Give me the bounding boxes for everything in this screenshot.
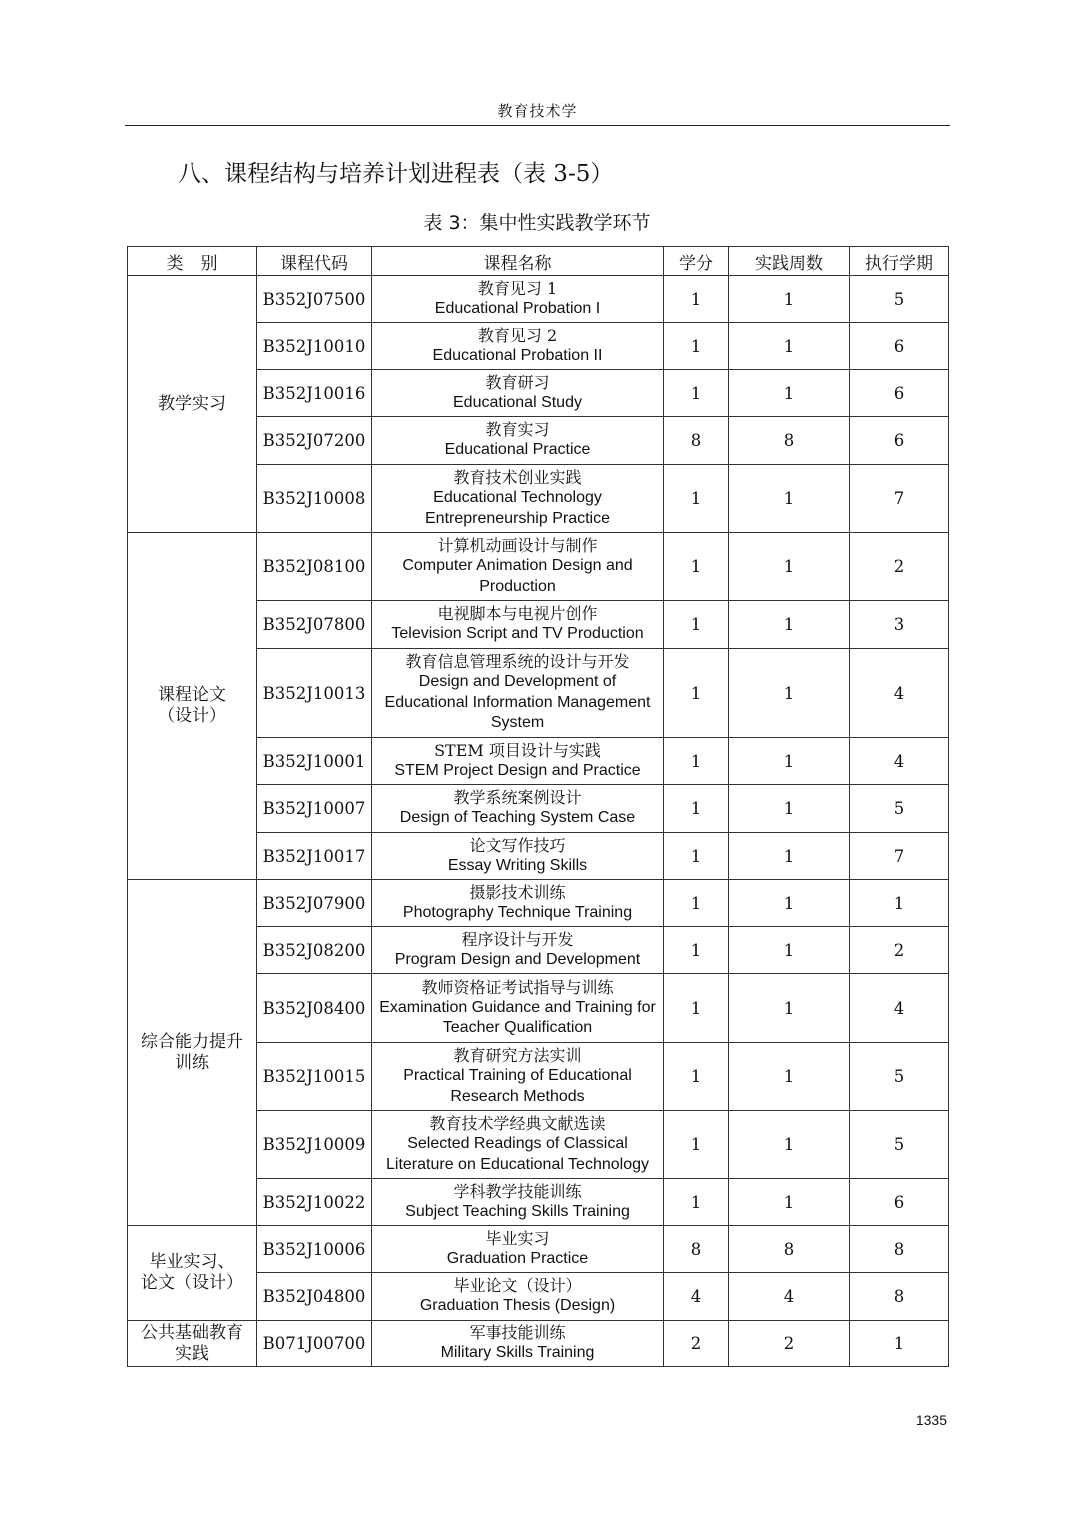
credit: 4 (664, 1273, 729, 1321)
table-row (128, 1321, 949, 1367)
practice-weeks: 1 (729, 785, 850, 833)
header-rule (125, 125, 950, 126)
course-code: B352J08400 (257, 974, 372, 1043)
course-code: B352J10017 (257, 833, 372, 880)
course-code: B352J10015 (257, 1043, 372, 1111)
course-name-en: Subject Teaching Skills Training (405, 1202, 630, 1220)
course-name (372, 738, 664, 785)
col-header-name: 课程名称 (372, 247, 664, 276)
course-name (372, 785, 664, 833)
course-code: B352J08100 (257, 533, 372, 601)
practice-weeks: 1 (729, 974, 850, 1043)
course-code: B352J10001 (257, 738, 372, 785)
category-cell (128, 533, 257, 880)
col-header-weeks: 实践周数 (729, 247, 850, 276)
course-name-cn: 论文写作技巧 (469, 835, 566, 855)
practice-weeks: 1 (729, 649, 850, 738)
course-name (372, 1043, 664, 1111)
credit: 1 (664, 370, 729, 417)
category-cell (128, 276, 257, 533)
term: 5 (850, 1043, 949, 1111)
credit: 1 (664, 785, 729, 833)
table-row (128, 533, 949, 601)
course-name-en: Television Script and TV Production (391, 625, 644, 643)
table-header-row (128, 247, 949, 276)
credit: 1 (664, 1179, 729, 1226)
course-name (372, 417, 664, 465)
course-name-cn: 电视脚本与电视片创作 (437, 604, 598, 624)
course-code: B352J04800 (257, 1273, 372, 1321)
course-name-en: Graduation Practice (446, 1249, 589, 1267)
course-name-en: Military Skills Training (440, 1344, 595, 1362)
category-line: 教学实习 (158, 393, 226, 414)
course-name-cn: STEM 项目设计与实践 (434, 740, 601, 760)
course-name-cn: 摄影技术训练 (469, 882, 566, 902)
course-code: B352J08200 (257, 927, 372, 974)
course-name-cn: 学科教学技能训练 (453, 1181, 582, 1201)
term: 4 (850, 738, 949, 785)
course-code: B071J00700 (257, 1321, 372, 1367)
credit: 1 (664, 1111, 729, 1179)
category-cell (128, 1226, 257, 1321)
course-name-cn: 教育研究方法实训 (453, 1046, 582, 1065)
credit: 1 (664, 974, 729, 1043)
category-cell (128, 1321, 257, 1367)
credit: 1 (664, 927, 729, 974)
course-name-cn: 教学系统案例设计 (453, 788, 582, 808)
course-name-en: Examination Guidance and Training for Teacher Qualification (379, 998, 656, 1036)
credit: 1 (664, 533, 729, 601)
table-body (128, 276, 949, 1367)
credit: 1 (664, 465, 729, 533)
term: 6 (850, 370, 949, 417)
practice-weeks: 1 (729, 1111, 850, 1179)
course-code: B352J07200 (257, 417, 372, 465)
term: 2 (850, 927, 949, 974)
course-name-cn: 毕业实习 (485, 1228, 550, 1248)
credit: 1 (664, 601, 729, 649)
practice-weeks: 8 (729, 417, 850, 465)
course-name (372, 323, 664, 370)
course-code: B352J07500 (257, 276, 372, 323)
course-name-cn: 教育见习 2 (477, 325, 558, 345)
course-name-cn: 计算机动画设计与制作 (437, 536, 598, 555)
course-name (372, 370, 664, 417)
course-name (372, 1111, 664, 1179)
course-name-en: Educational Probation II (432, 346, 603, 364)
course-name (372, 649, 664, 738)
course-name (372, 927, 664, 974)
practice-weeks: 1 (729, 323, 850, 370)
practice-weeks: 1 (729, 601, 850, 649)
term: 1 (850, 880, 949, 927)
credit: 1 (664, 649, 729, 738)
term: 8 (850, 1273, 949, 1321)
course-name-en: Computer Animation Design and Production (402, 557, 633, 595)
course-name-en: Photography Technique Training (402, 903, 633, 921)
col-header-code: 课程代码 (257, 247, 372, 276)
practice-weeks: 1 (729, 465, 850, 533)
credit: 1 (664, 276, 729, 323)
table-row (128, 1226, 949, 1273)
col-header-credit: 学分 (664, 247, 729, 276)
term: 4 (850, 649, 949, 738)
course-code: B352J10022 (257, 1179, 372, 1226)
practice-weeks: 1 (729, 927, 850, 974)
course-name (372, 465, 664, 533)
practice-weeks: 1 (729, 276, 850, 323)
course-name (372, 1179, 664, 1226)
course-name-en: Essay Writing Skills (447, 856, 588, 874)
course-name-en: Selected Readings of Classical Literature on Educational Technology (386, 1135, 649, 1173)
section-title: 八、课程结构与培养计划进程表（表 3-5） (178, 161, 614, 187)
col-header-category: 类 别 (128, 247, 257, 276)
category-line: （设计） (158, 706, 226, 726)
term: 5 (850, 276, 949, 323)
term: 6 (850, 417, 949, 465)
course-name-en: Practical Training of Educational Research Methods (403, 1067, 632, 1105)
course-name-en: Design of Teaching System Case (399, 809, 636, 827)
credit: 1 (664, 323, 729, 370)
practice-weeks: 4 (729, 1273, 850, 1321)
practice-weeks: 2 (729, 1321, 850, 1367)
practice-weeks: 8 (729, 1226, 850, 1273)
category-line: 训练 (175, 1052, 209, 1073)
course-name (372, 1273, 664, 1321)
course-name (372, 601, 664, 649)
practice-weeks: 1 (729, 1043, 850, 1111)
practice-weeks: 1 (729, 738, 850, 785)
course-name-en: Educational Study (453, 393, 582, 411)
category-line: 课程论文 (158, 685, 226, 705)
practice-weeks: 1 (729, 533, 850, 601)
term: 5 (850, 785, 949, 833)
course-code: B352J07900 (257, 880, 372, 927)
category-line: 毕业实习、 (149, 1252, 235, 1272)
page-number: 1335 (915, 1412, 947, 1428)
credit: 2 (664, 1321, 729, 1367)
course-name-cn: 教育技术学经典文献选读 (429, 1114, 606, 1133)
practice-table (127, 246, 949, 1367)
term: 4 (850, 974, 949, 1043)
course-name-cn: 教育研习 (485, 372, 550, 392)
practice-weeks: 1 (729, 370, 850, 417)
course-name (372, 533, 664, 601)
course-code: B352J10010 (257, 323, 372, 370)
credit: 1 (664, 738, 729, 785)
course-name (372, 1226, 664, 1273)
course-code: B352J10007 (257, 785, 372, 833)
term: 1 (850, 1321, 949, 1367)
course-code: B352J10013 (257, 649, 372, 738)
course-name-en: Educational Practice (444, 441, 591, 459)
course-name-en: Graduation Thesis (Design) (419, 1297, 616, 1315)
course-name-cn: 教育信息管理系统的设计与开发 (405, 652, 630, 672)
course-code: B352J10016 (257, 370, 372, 417)
course-code: B352J10006 (257, 1226, 372, 1273)
course-name-cn: 教育实习 (485, 420, 550, 440)
term: 8 (850, 1226, 949, 1273)
term: 6 (850, 323, 949, 370)
course-name (372, 833, 664, 880)
credit: 1 (664, 833, 729, 880)
course-code: B352J10009 (257, 1111, 372, 1179)
course-name (372, 880, 664, 927)
practice-weeks: 1 (729, 1179, 850, 1226)
table-caption: 表 3：集中性实践教学环节 (423, 212, 651, 234)
category-cell (128, 880, 257, 1226)
term: 7 (850, 465, 949, 533)
course-name-cn: 教师资格证考试指导与训练 (421, 977, 614, 997)
course-name (372, 1321, 664, 1367)
running-header: 教育技术学 (497, 102, 578, 120)
table-row (128, 880, 949, 927)
course-code: B352J10008 (257, 465, 372, 533)
category-line: 论文（设计） (141, 1273, 243, 1293)
course-name-en: Design and Development of Educational Information Management System (384, 673, 651, 732)
credit: 8 (664, 1226, 729, 1273)
credit: 8 (664, 417, 729, 465)
course-name-en: STEM Project Design and Practice (394, 761, 641, 779)
table-row (128, 276, 949, 323)
term: 6 (850, 1179, 949, 1226)
course-name-cn: 军事技能训练 (469, 1323, 566, 1343)
course-name-en: Program Design and Development (394, 950, 641, 968)
term: 5 (850, 1111, 949, 1179)
course-name-cn: 教育技术创业实践 (453, 468, 582, 487)
course-code: B352J07800 (257, 601, 372, 649)
course-name-cn: 教育见习 1 (477, 278, 558, 298)
category-line: 综合能力提升 (141, 1031, 243, 1052)
term: 7 (850, 833, 949, 880)
practice-weeks: 1 (729, 833, 850, 880)
category-line: 实践 (175, 1343, 209, 1364)
course-name (372, 276, 664, 323)
course-name-en: Educational Technology Entrepreneurship Practice (425, 489, 610, 527)
term: 2 (850, 533, 949, 601)
course-name (372, 974, 664, 1043)
credit: 1 (664, 880, 729, 927)
category-line: 公共基础教育 (141, 1322, 243, 1343)
course-name-en: Educational Probation I (434, 299, 601, 317)
course-name-cn: 毕业论文（设计） (453, 1276, 582, 1296)
col-header-term: 执行学期 (850, 247, 949, 276)
practice-weeks: 1 (729, 880, 850, 927)
course-name-cn: 程序设计与开发 (461, 929, 574, 949)
credit: 1 (664, 1043, 729, 1111)
term: 3 (850, 601, 949, 649)
